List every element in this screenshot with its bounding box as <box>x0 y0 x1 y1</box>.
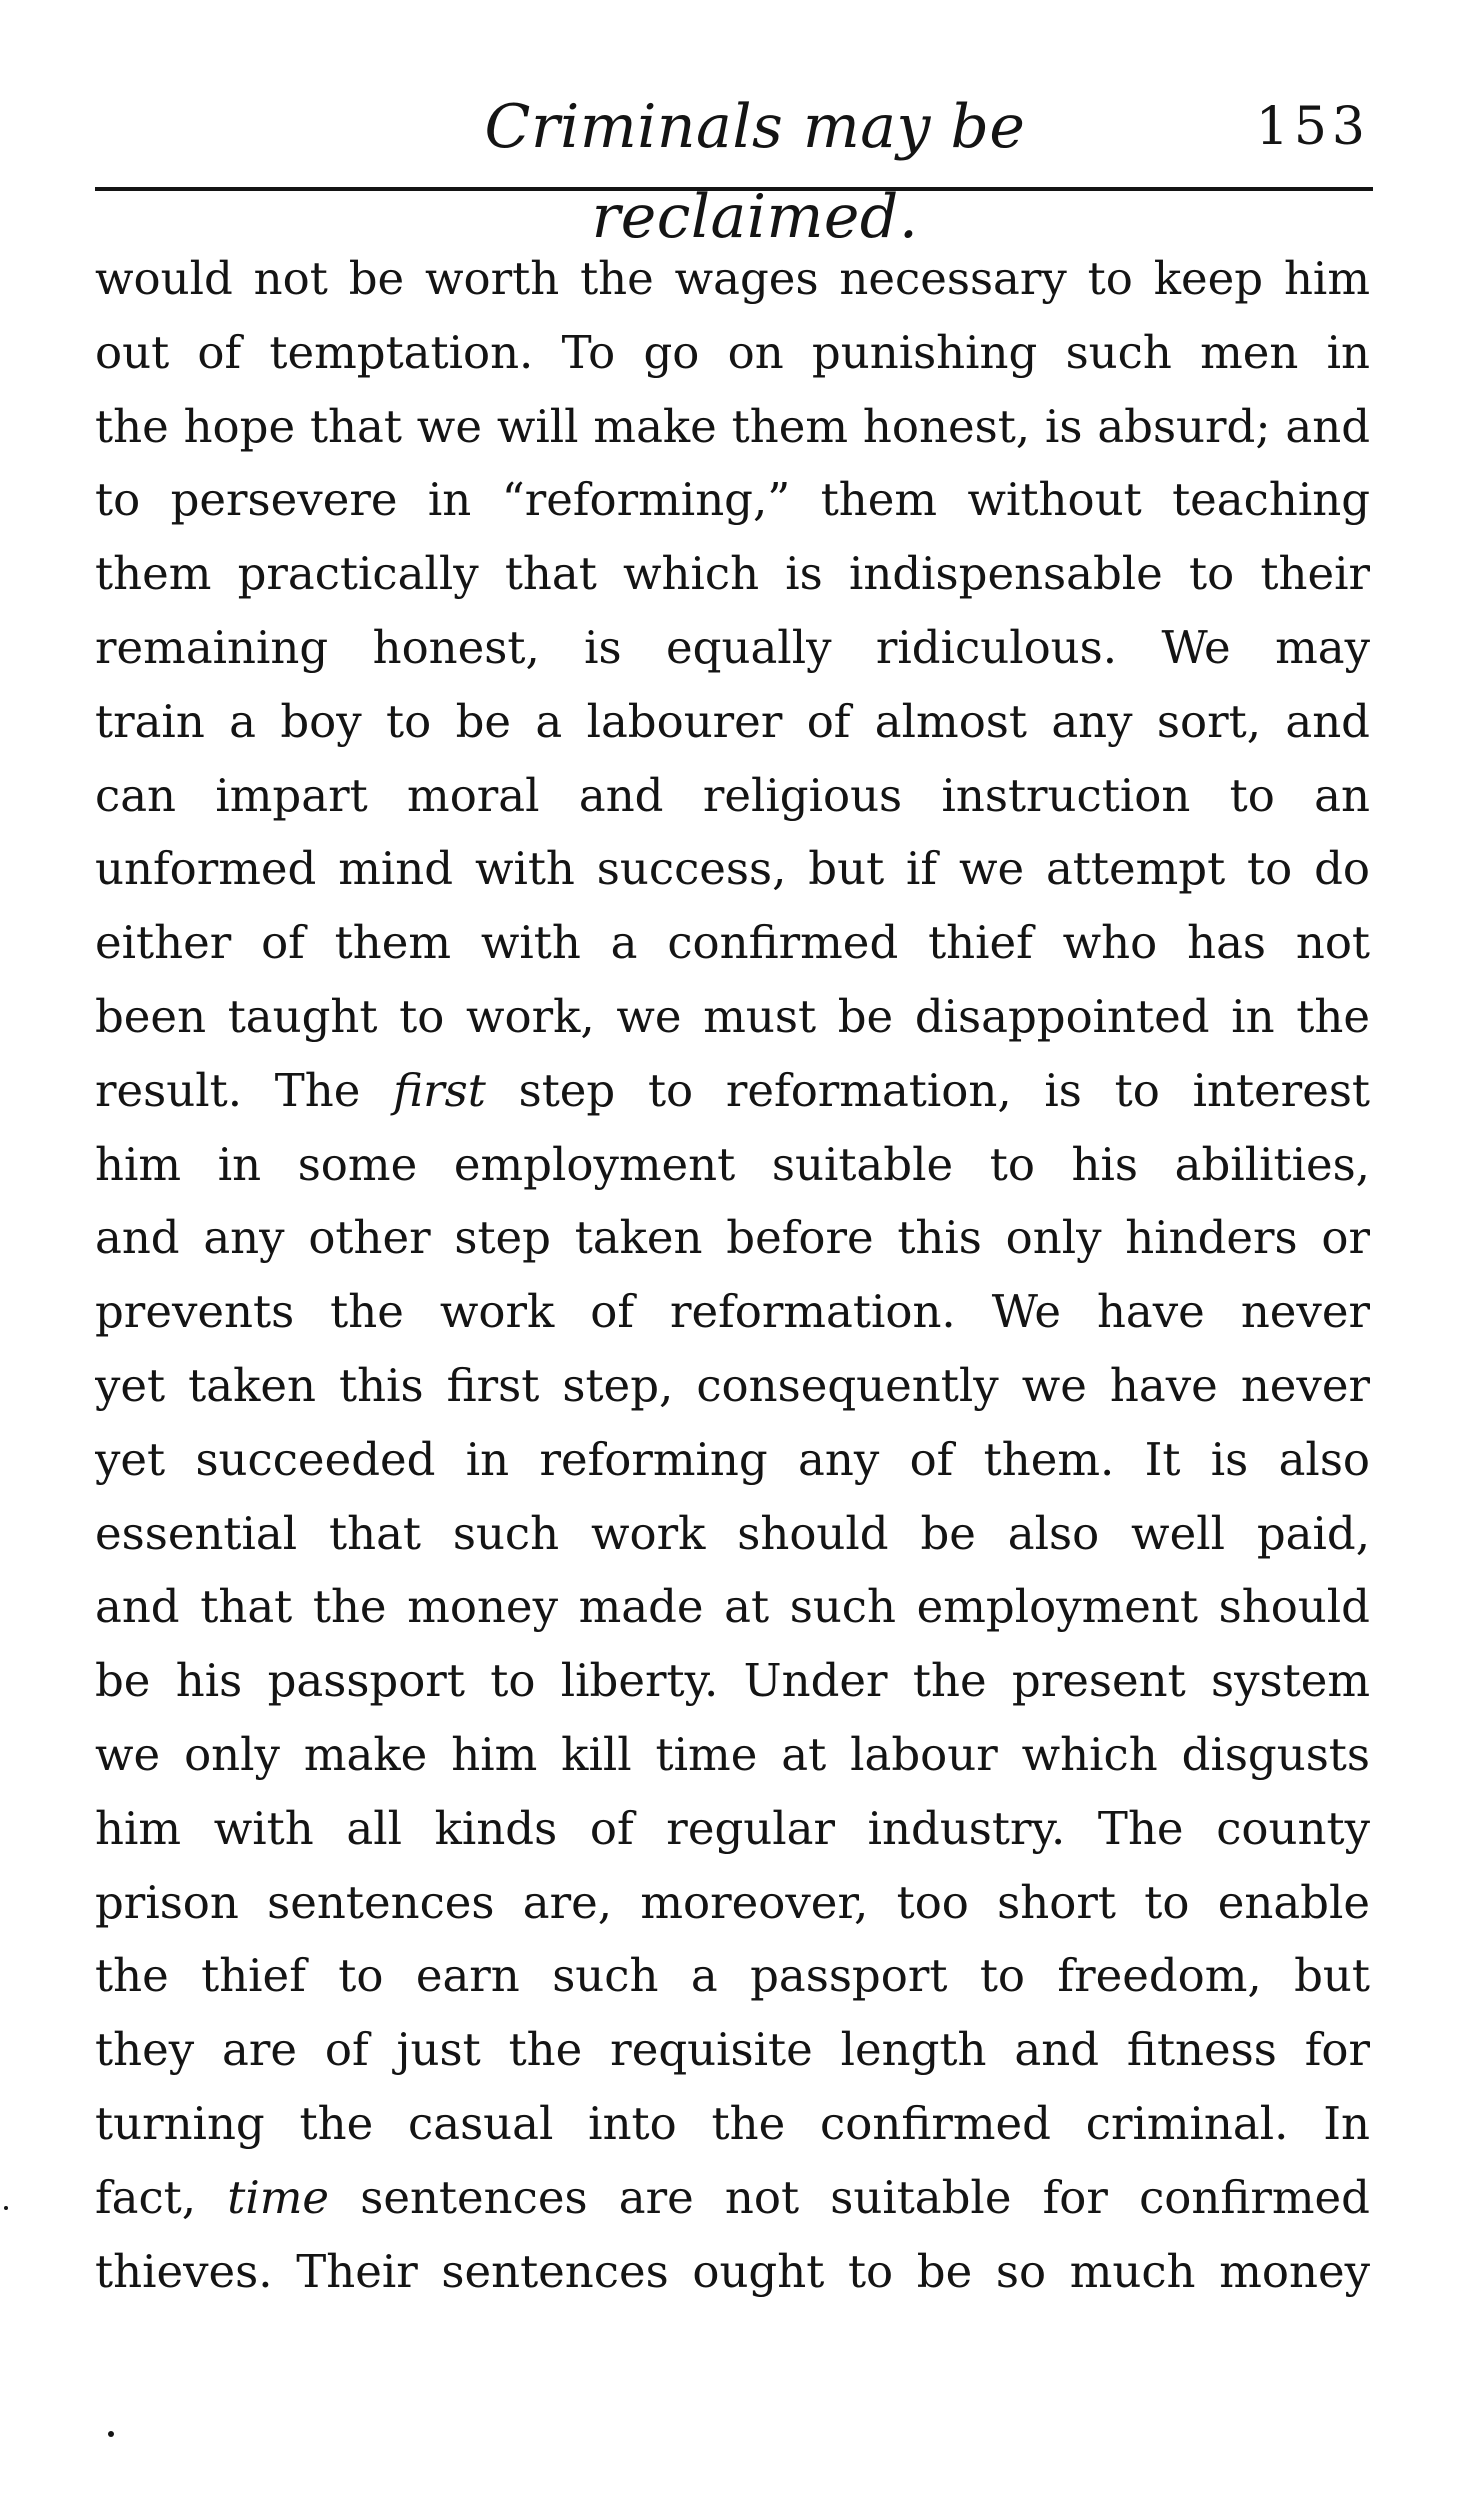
text-line: and any other step taken before this only hinders or <box>95 1211 1370 1265</box>
stray-ink-mark <box>4 2206 8 2210</box>
text-line <box>95 2161 1370 2235</box>
text-line: and that the money made at such employment should <box>95 1580 1370 1634</box>
text-line: they are of just the requisite length and fitness for <box>95 2023 1370 2077</box>
emphasis-word: time <box>227 2170 330 2224</box>
body-text <box>95 242 1370 2308</box>
stray-ink-mark <box>108 2431 114 2437</box>
text-line: can impart moral and religious instruction to an <box>95 768 1370 822</box>
header-rule <box>95 187 1373 191</box>
text-line: thieves. Their sentences ought to be so much money <box>95 2244 1370 2298</box>
text-line: out of temptation. To go on punishing such men in <box>95 325 1370 379</box>
page-number: 153 <box>1255 97 1370 157</box>
text-line: train a boy to be a labourer of almost any sort, and <box>95 694 1370 748</box>
text-segment: sentences are not suitable for confirmed <box>329 2170 1370 2224</box>
text-segment: result. The <box>95 1063 394 1117</box>
text-line: prison sentences are, moreover, too short to enable <box>95 1875 1370 1929</box>
text-line: essential that such work should be also well paid, <box>95 1506 1370 1560</box>
text-segment: fact, <box>95 2170 228 2224</box>
text-line: them practically that which is indispensable to their <box>95 547 1370 601</box>
text-line: turning the casual into the confirmed criminal. In <box>95 2096 1370 2150</box>
text-line: him in some employment suitable to his abilities, <box>95 1137 1370 1191</box>
text-line: yet succeeded in reforming any of them. It is also <box>95 1432 1370 1486</box>
text-line: we only make him kill time at labour which disgusts <box>95 1727 1370 1781</box>
text-line: yet taken this first step, consequently we have never <box>95 1358 1370 1412</box>
text-line <box>95 1054 1370 1128</box>
text-line: him with all kinds of regular industry. The county <box>95 1801 1370 1855</box>
running-header <box>95 82 1370 252</box>
text-line: be his passport to liberty. Under the present system <box>95 1654 1370 1708</box>
text-line: the hope that we will make them honest, is absurd; and <box>95 399 1370 453</box>
emphasis-word: first <box>393 1063 486 1117</box>
running-title: Criminals may be reclaimed. <box>484 92 1026 252</box>
text-line: either of them with a confirmed thief who has not <box>95 916 1370 970</box>
text-line: been taught to work, we must be disappointed in the <box>95 989 1370 1043</box>
text-line: prevents the work of reformation. We have never <box>95 1285 1370 1339</box>
text-line: would not be worth the wages necessary to keep him <box>95 252 1370 305</box>
text-line: unformed mind with success, but if we attempt to do <box>95 842 1370 896</box>
text-line: remaining honest, is equally ridiculous. We may <box>95 620 1370 674</box>
text-line: to persevere in “reforming,” them without teaching <box>95 473 1370 527</box>
text-line: the thief to earn such a passport to freedom, but <box>95 1949 1370 2003</box>
text-segment: step to reformation, is to interest <box>485 1063 1370 1117</box>
